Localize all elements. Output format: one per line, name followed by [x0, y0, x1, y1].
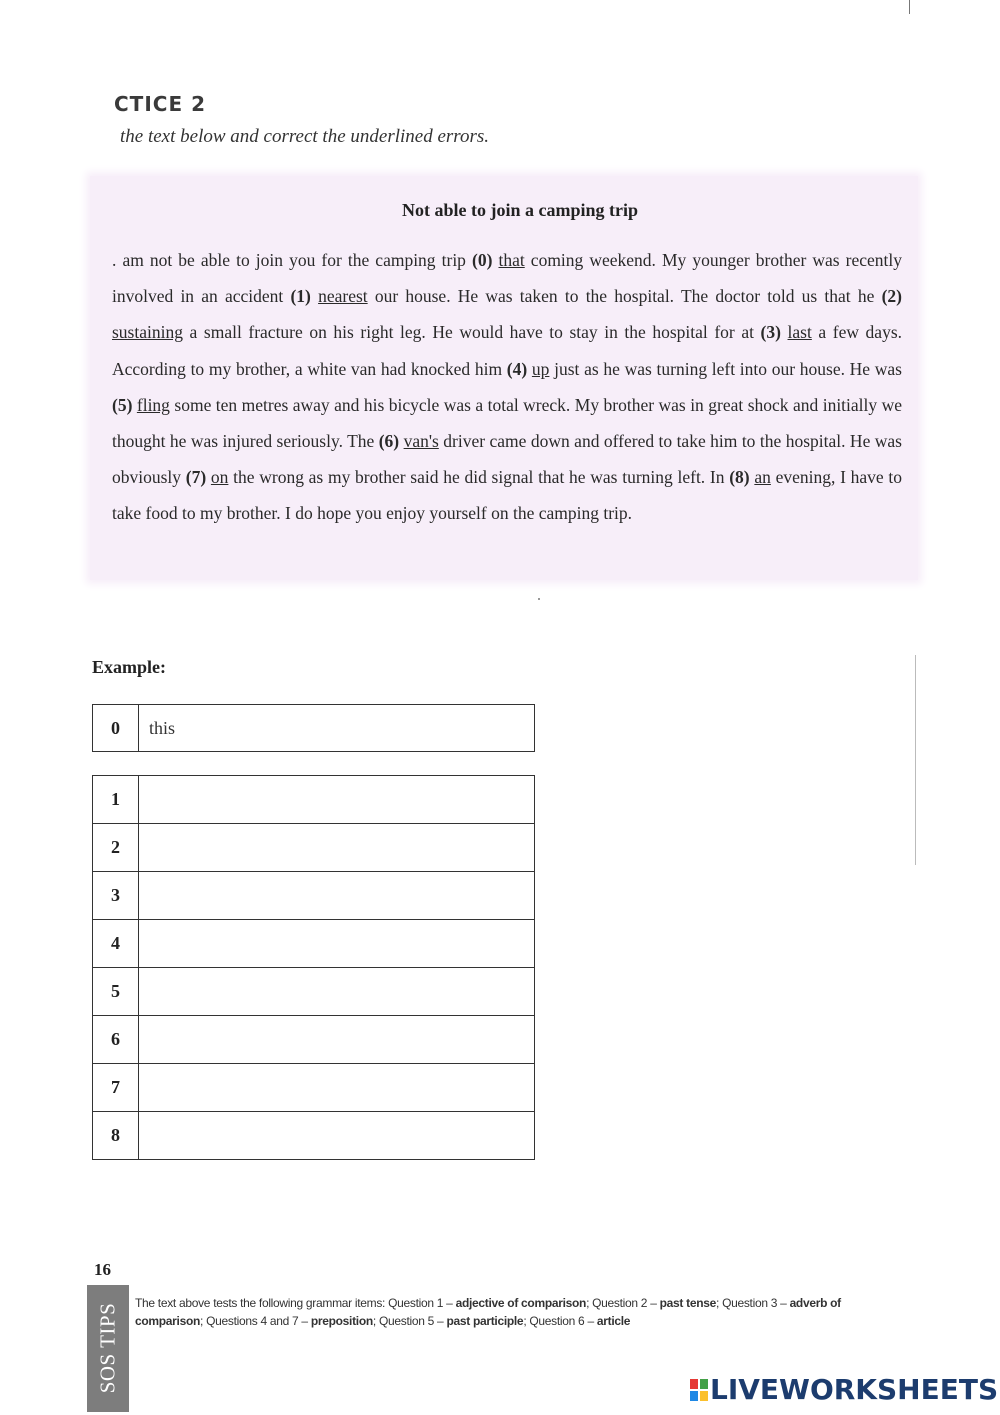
underlined-error-3: last — [787, 322, 812, 343]
passage-segment: just as he was turning left into our house. He was — [549, 358, 902, 379]
answer-table — [92, 775, 535, 1160]
tips-segment: ; Question 3 – — [716, 1296, 790, 1310]
page-edge-mark — [909, 0, 910, 14]
page-number: 16 — [94, 1260, 111, 1279]
underlined-error-4: up — [531, 358, 550, 379]
tips-segment: ; Questions 4 and 7 – — [200, 1314, 311, 1328]
error-number-8: (8) — [729, 467, 750, 488]
example-row — [93, 705, 535, 752]
answer-field-5[interactable] — [139, 968, 535, 1016]
error-number-4: (4) — [506, 358, 528, 379]
underlined-error-8: an — [754, 467, 771, 488]
exercise-instruction: the text below and correct the underlined errors. — [120, 126, 490, 147]
answer-field-7[interactable] — [139, 1064, 535, 1112]
tips-item: preposition — [310, 1314, 373, 1328]
sos-tips-label: SOS TIPS — [95, 1302, 120, 1394]
answer-number: 3 — [93, 872, 139, 920]
error-number-0: (0) — [472, 250, 493, 270]
tips-item: past participle — [446, 1314, 524, 1328]
tips-segment: ; Question 5 – — [372, 1314, 447, 1328]
underlined-error-0: that — [498, 250, 525, 270]
answer-number: 6 — [93, 1016, 139, 1064]
page-edge-line — [915, 655, 916, 865]
passage-segment: our house. He was taken to the hospital. The doctor told us that he — [367, 286, 882, 307]
answer-field-2[interactable] — [139, 824, 535, 872]
error-number-6: (6) — [378, 431, 400, 452]
answer-field-8[interactable] — [139, 1112, 535, 1160]
exercise-heading: CTICE 2 — [114, 92, 206, 116]
answer-number: 1 — [93, 776, 139, 824]
liveworksheets-logo-icon — [690, 1379, 708, 1401]
error-number-1: (1) — [290, 286, 311, 307]
liveworksheets-brand — [690, 1373, 998, 1406]
passage-segment: . am not be able to join you for the camping trip — [112, 250, 472, 270]
answer-number: 4 — [93, 920, 139, 968]
error-number-5: (5) — [112, 394, 133, 415]
passage-segment: driver came down and offered to take him to the hospital. He was obviously — [112, 431, 902, 488]
answer-row — [93, 920, 535, 968]
passage-segment: some ten metres away and his bicycle was a total wreck. My brother was in great shock and initially we thought he was injured seriously. The — [112, 394, 903, 452]
answer-row — [93, 1112, 535, 1160]
underlined-error-2: sustaining — [112, 322, 183, 343]
tips-segment: ; Question 6 – — [523, 1314, 597, 1328]
answer-row — [93, 872, 535, 920]
grammar-tips-note — [135, 1294, 895, 1330]
error-number-7: (7) — [185, 467, 207, 488]
error-number-2: (2) — [881, 286, 902, 307]
passage-text — [112, 242, 902, 532]
answer-number: 7 — [93, 1064, 139, 1112]
example-answer: this — [139, 705, 535, 752]
passage-segment: coming weekend. My younger brother was recently involved in an accident — [112, 250, 903, 307]
example-number: 0 — [93, 705, 139, 752]
answer-number: 2 — [93, 824, 139, 872]
liveworksheets-wordmark: LIVEWORKSHEETS — [710, 1373, 999, 1406]
tips-item: adjective of comparison — [455, 1296, 587, 1310]
passage-title: Not able to join a camping trip — [402, 200, 638, 220]
answer-row — [93, 1016, 535, 1064]
stray-dot — [538, 598, 540, 600]
answer-field-4[interactable] — [139, 920, 535, 968]
answer-field-1[interactable] — [139, 776, 535, 824]
tips-segment: The text above tests the following grammar items: Question 1 – — [135, 1296, 456, 1310]
answer-row — [93, 1064, 535, 1112]
underlined-error-6: van's — [403, 431, 439, 452]
answer-row — [93, 968, 535, 1016]
underlined-error-5: fling — [136, 394, 170, 415]
passage-segment: evening, I have to take food to my brother. I do hope you enjoy yourself on the camping trip. — [112, 467, 903, 524]
answer-number: 8 — [93, 1112, 139, 1160]
answer-number: 5 — [93, 968, 139, 1016]
answer-field-3[interactable] — [139, 872, 535, 920]
example-label: Example: — [92, 657, 166, 677]
passage-segment: the wrong as my brother said he did signal that he was turning left. In — [228, 467, 730, 488]
underlined-error-1: nearest — [318, 286, 368, 307]
tips-item: past tense — [659, 1296, 716, 1310]
tips-item: article — [596, 1314, 631, 1328]
tips-item: adverb of comparison — [135, 1296, 841, 1328]
answer-row — [93, 776, 535, 824]
passage-segment: a small fracture on his right leg. He would have to stay in the hospital for at — [182, 322, 761, 343]
passage-segment: a few days. According to my brother, a white van had knocked him — [112, 322, 902, 379]
tips-segment: ; Question 2 – — [586, 1296, 660, 1310]
example-table — [92, 704, 535, 752]
answer-row — [93, 824, 535, 872]
error-number-3: (3) — [760, 322, 781, 343]
answer-field-6[interactable] — [139, 1016, 535, 1064]
underlined-error-7: on — [210, 467, 229, 488]
